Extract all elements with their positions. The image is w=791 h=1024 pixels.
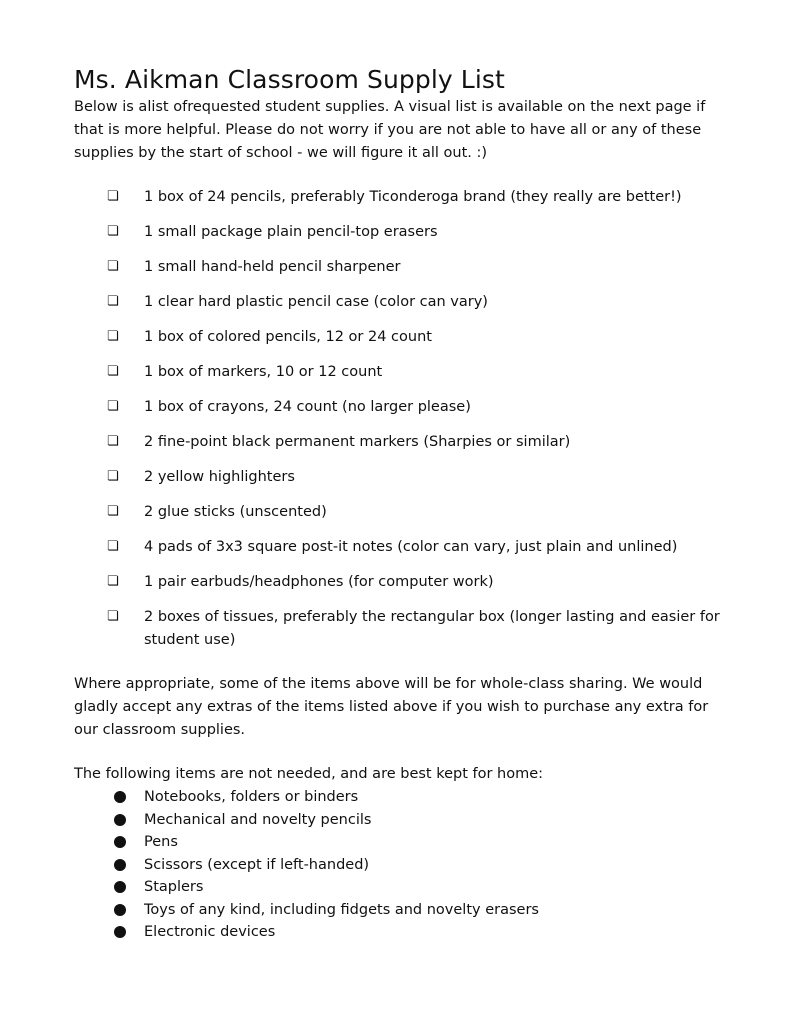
not-needed-item-label: Electronic devices [144,924,276,940]
supply-checklist [74,186,724,652]
not-needed-item [74,809,724,832]
checkbox-icon: ❏ [107,259,119,274]
checkbox-icon: ❏ [107,364,119,379]
supply-item-label: 1 pair earbuds/headphones (for computer work) [144,574,494,590]
not-needed-item-label: Notebooks, folders or binders [144,789,359,805]
checkbox-icon: ❏ [107,189,119,204]
supply-item-label: 1 box of 24 pencils, preferably Ticonderoga brand (they really are better!) [144,189,682,205]
supply-item [74,431,724,454]
supply-item-label: 1 box of colored pencils, 12 or 24 count [144,329,432,345]
checkbox-icon: ❏ [107,434,119,449]
bullet-icon [114,814,126,826]
supply-item [74,606,724,652]
supply-item [74,186,724,209]
closing-paragraph: Where appropriate, some of the items above will be for whole-class sharing. We would gladly accept any extras of the items listed above if you wish to purchase any extra for our classroom supplies. [74,676,709,738]
checkbox-icon: ❏ [107,399,119,414]
supply-item [74,291,724,314]
supply-item [74,396,724,419]
not-needed-item [74,921,724,944]
supply-item-label: 2 yellow highlighters [144,469,295,485]
supply-item-label: 2 glue sticks (unscented) [144,504,327,520]
bullet-icon [114,791,126,803]
supply-item-label: 2 fine-point black permanent markers (Sharpies or similar) [144,434,571,450]
bullet-icon [114,859,126,871]
supply-item [74,326,724,349]
supply-item [74,221,724,244]
supply-item [74,536,724,559]
not-needed-item [74,899,724,922]
not-needed-item [74,786,724,809]
checkbox-icon: ❏ [107,504,119,519]
checkbox-icon: ❏ [107,469,119,484]
supply-item [74,501,724,524]
supply-item [74,571,724,594]
supply-item-label: 2 boxes of tissues, preferably the rectangular box (longer lasting and easier for student use) [144,609,720,648]
not-needed-item-label: Toys of any kind, including fidgets and novelty erasers [144,901,539,918]
not-needed-item-label: Pens [144,834,178,850]
not-needed-list [74,786,724,944]
checkbox-icon: ❏ [107,609,119,624]
not-needed-item-label: Staplers [144,879,204,895]
not-needed-item [74,854,724,877]
supply-item [74,256,724,279]
not-needed-intro: The following items are not needed, and are best kept for home: [74,766,544,782]
checkbox-icon: ❏ [107,539,119,554]
checkbox-icon: ❏ [107,574,119,589]
bullet-icon [114,836,126,848]
not-needed-item-label: Scissors (except if left-handed) [144,856,370,873]
supply-item-label: 1 small package plain pencil-top erasers [144,224,438,240]
supply-item [74,361,724,384]
supply-list-page [74,64,724,944]
bullet-icon [114,926,126,938]
supply-item-label: 1 box of markers, 10 or 12 count [144,364,383,380]
not-needed-item [74,876,724,899]
supply-item-label: 1 small hand-held pencil sharpener [144,259,401,275]
checkbox-icon: ❏ [107,224,119,239]
bullet-icon [114,904,126,916]
checkbox-icon: ❏ [107,294,119,309]
intro-paragraph: Below is alist ofrequested student supplies. A visual list is available on the next page if that is more helpful. Please do not worry if you are not able to have all or any of these supplies by the start of school - we will figure it all out. :) [74,99,706,161]
supply-item-label: 4 pads of 3x3 square post-it notes (color can vary, just plain and unlined) [144,539,678,555]
checkbox-icon: ❏ [107,329,119,344]
bullet-icon [114,881,126,893]
not-needed-item [74,831,724,854]
supply-item [74,466,724,489]
not-needed-item-label: Mechanical and novelty pencils [144,811,372,828]
page-title: Ms. Aikman Classroom Supply List [74,65,505,94]
supply-item-label: 1 box of crayons, 24 count (no larger please) [144,399,471,415]
supply-item-label: 1 clear hard plastic pencil case (color can vary) [144,294,488,310]
